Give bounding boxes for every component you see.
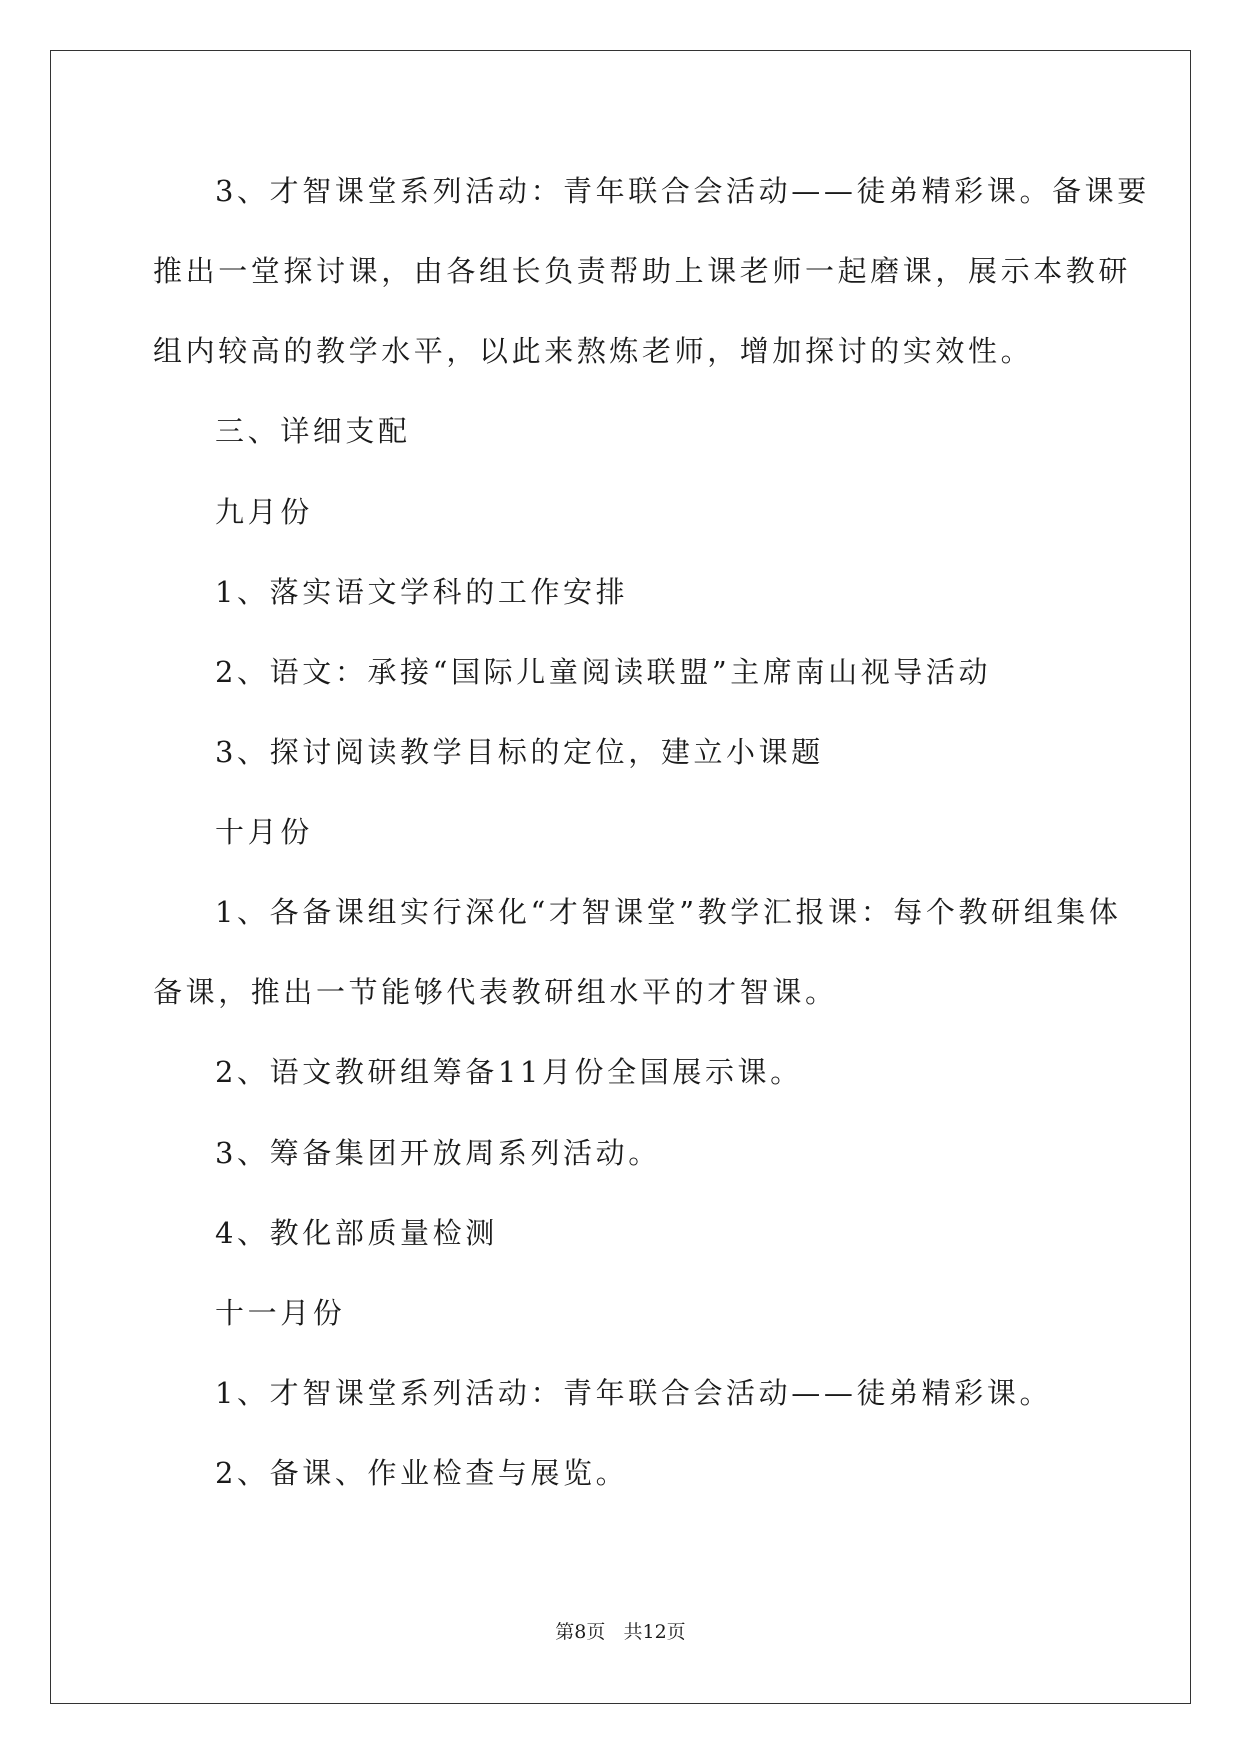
list-item: 1、各备课组实行深化“才智课堂”教学汇报课：每个教研组集体 (215, 895, 1122, 929)
paragraph-line: 组内较高的教学水平，以此来熬炼老师，增加探讨的实效性。 (153, 334, 1034, 368)
paragraph-line: 推出一堂探讨课，由各组长负责帮助上课老师一起磨课，展示本教研 (153, 254, 1132, 288)
list-item-continuation: 备课，推出一节能够代表教研组水平的才智课。 (153, 975, 838, 1009)
section-heading: 三、详细支配 (215, 414, 411, 448)
list-item: 2、语文教研组筹备11月份全国展示课。 (215, 1055, 803, 1089)
list-item: 1、才智课堂系列活动：青年联合会活动——徒弟精彩课。 (215, 1376, 1053, 1410)
month-heading: 十一月份 (215, 1296, 346, 1330)
paragraph-line: 3、才智课堂系列活动：青年联合会活动——徒弟精彩课。备课要 (215, 174, 1150, 208)
list-item: 4、教化部质量检测 (215, 1216, 498, 1250)
month-heading: 九月份 (215, 495, 313, 529)
month-heading: 十月份 (215, 815, 313, 849)
list-item: 2、语文：承接“国际儿童阅读联盟”主席南山视导活动 (215, 655, 992, 689)
list-item: 1、落实语文学科的工作安排 (215, 575, 629, 609)
list-item: 3、探讨阅读教学目标的定位，建立小课题 (215, 735, 824, 769)
list-item: 3、筹备集团开放周系列活动。 (215, 1136, 661, 1170)
page-number-footer: 第8页 共12页 (555, 1621, 686, 1643)
list-item: 2、备课、作业检查与展览。 (215, 1456, 629, 1490)
